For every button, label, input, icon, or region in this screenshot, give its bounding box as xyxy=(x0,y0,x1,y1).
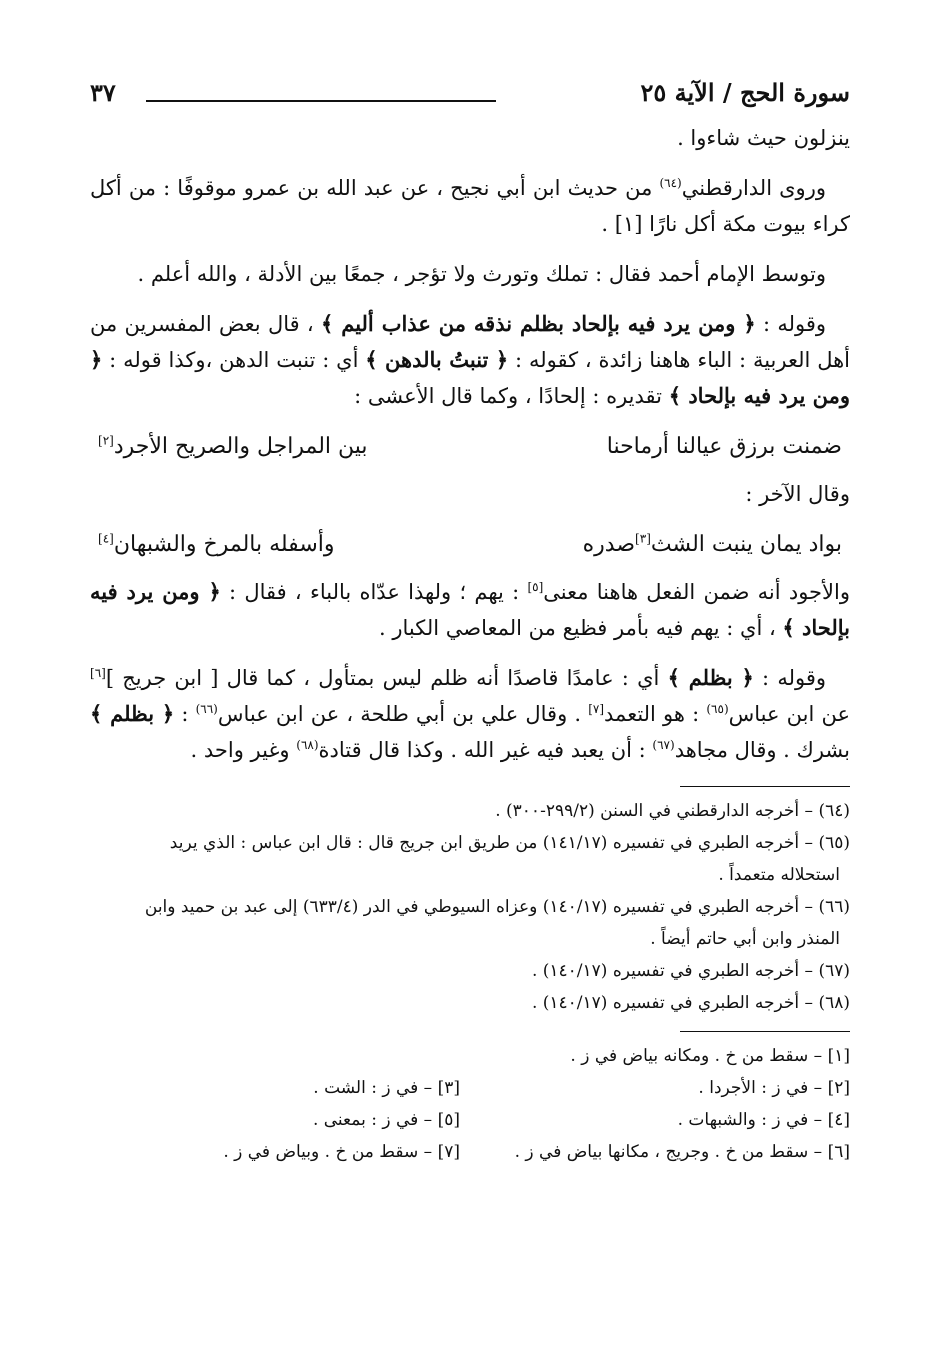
footnote-66-continued: المنذر وابن أبي حاتم أيضاً . xyxy=(650,929,840,949)
variant-note-7: [٧] – سقط من خ . وبياض في ز . xyxy=(223,1142,460,1162)
quran-quote: ﴿ ومن يرد فيه بإلحاد ﴾ xyxy=(90,347,850,408)
variant-note-2: [٢] – في ز : الأجردا . xyxy=(698,1078,850,1098)
footnote-ref-64[interactable]: (٦٤) xyxy=(659,176,682,190)
variant-note-3: [٣] – في ز : الشت . xyxy=(313,1078,460,1098)
notes-divider xyxy=(680,1031,850,1032)
variant-note-6: [٦] – سقط من خ . وجريج ، مكانها بياض في ز . xyxy=(514,1142,850,1162)
paragraph-2: وروى الدارقطني$^{(٦٤)}$ من حديث ابن أبي نجيح ، عن عبد الله بن عمرو موقوفًا : من أكل كراء بيوت مكة أكل نارًا [١] . xyxy=(90,176,850,236)
footnote-ref-68[interactable]: (٦٨) xyxy=(296,738,319,752)
quran-quote: ﴿ تنبتُ بالدهن ﴾ xyxy=(365,347,509,372)
note-ref-6[interactable]: [٦] xyxy=(90,666,106,680)
verse-hemistich-left: بين المراجل والصريح الأجرد[٢] xyxy=(98,433,368,459)
variant-note-4: [٤] – في ز : والشبهات . xyxy=(677,1110,850,1130)
poetry-verse-2 xyxy=(90,526,850,564)
verse-hemistich-right: ضمنت برزق عيالنا أرماحنا xyxy=(606,434,842,459)
note-ref-2[interactable]: [٢] xyxy=(98,433,114,448)
footnote-ref-67[interactable]: (٦٧) xyxy=(652,738,675,752)
note-ref-3[interactable]: [٣] xyxy=(635,531,651,546)
paragraph-6: والأجود أنه ضمن الفعل هاهنا معنى[٥] : يهم ؛ ولهذا عدّاه بالباء ، فقال : ﴿ ومن يرد فيه بإلحاد ﴾ ، أي : يهم فيه بأمر فظيع من المعاصي الكبار . xyxy=(90,579,850,640)
paragraph-5: وقال الآخر : xyxy=(745,482,850,506)
header-rule xyxy=(146,100,496,102)
page-number: ٣٧ xyxy=(90,78,116,107)
footnote-67: (٦٧) – أخرجه الطبري في تفسيره (١٤٠/١٧) . xyxy=(531,961,850,981)
footnote-66: (٦٦) – أخرجه الطبري في تفسيره (١٤٠/١٧) وعزاه السيوطي في الدر (٦٣٣/٤) إلى عبد بن حميد وابن xyxy=(144,897,850,917)
variant-notes xyxy=(90,1042,850,1166)
footnote-ref-66[interactable]: (٦٦) xyxy=(195,702,218,716)
variant-note-5: [٥] – في ز : بمعنى . xyxy=(312,1110,460,1130)
footnote-divider xyxy=(680,786,850,787)
quran-quote: ﴿ بظلم ﴾ xyxy=(90,701,175,726)
note-ref-1[interactable]: [١] xyxy=(614,212,643,236)
note-ref-4[interactable]: [٤] xyxy=(98,531,114,546)
book-page xyxy=(90,70,850,1166)
note-ref-7[interactable]: [٧] xyxy=(588,702,605,716)
footnote-64: (٦٤) – أخرجه الدارقطني في السنن (٢٩٩/٢-٣٠٠) . xyxy=(495,801,850,821)
paragraph-1: ينزلون حيث شاءوا . xyxy=(677,126,850,150)
variant-note-1: [١] – سقط من خ . ومكانه بياض في ز . xyxy=(570,1046,850,1066)
verse-hemistich-left: وأسفله بالمرخ والشبهان[٤] xyxy=(98,531,335,557)
note-ref-5[interactable]: [٥] xyxy=(527,580,544,594)
paragraph-4: وقوله : ﴿ ومن يرد فيه بإلحاد بظلم نذقه من عذاب أليم ﴾ ، قال بعض المفسرين من أهل العربية : الباء هاهنا زائدة ، كقوله : ﴿ تنبتُ بالدهن ﴾ أي : تنبت الدهن ،وكذا قوله : ﴿ ومن يرد فيه بإلحاد ﴾ تقديره : إلحادًا ، وكما قال الأعشى : xyxy=(90,311,851,408)
paragraph-7: وقوله : ﴿ بظلم ﴾ أي : عامدًا قاصدًا أنه ظلم ليس بمتأول ، كما قال [ ابن جريج ][٦] عن ابن عباس$^{(٦٥)}$ : هو التعمد[٧] . وقال علي بن أبي طلحة ، عن ابن عباس$^{(٦٦)}$ : ﴿ بظلم ﴾ بشرك . وقال مجاهد$^{(٦٧)}$ : أن يعبد فيه غير الله . وكذا قال قتادة$^{(٦٨)}$ وغير واحد . xyxy=(90,665,851,762)
footnote-65: (٦٥) – أخرجه الطبري في تفسيره (١٤١/١٧) من طريق ابن جريج قال : قال ابن عباس : الذي يريد xyxy=(169,833,850,853)
verse-hemistich-right: بواد يمان ينبت الشث[٣]صدره xyxy=(582,531,842,557)
quran-quote: ﴿ بظلم ﴾ xyxy=(667,665,754,690)
paragraph-3: وتوسط الإمام أحمد فقال : تملك وتورث ولا تؤجر ، جمعًا بين الأدلة ، والله أعلم . xyxy=(137,262,826,286)
footnote-68: (٦٨) – أخرجه الطبري في تفسيره (١٤٠/١٧) . xyxy=(531,993,850,1013)
footnote-ref-65[interactable]: (٦٥) xyxy=(706,702,729,716)
page-header xyxy=(90,70,850,120)
footnotes xyxy=(90,797,850,1017)
quran-quote: ﴿ ومن يرد فيه بإلحاد ﴾ xyxy=(90,579,850,640)
running-title: سورة الحج / الآية ٢٥ xyxy=(640,78,850,107)
poetry-verse-1 xyxy=(90,428,850,466)
quran-quote: ﴿ ومن يرد فيه بإلحاد بظلم نذقه من عذاب أليم ﴾ xyxy=(321,311,756,336)
footnote-65-continued: استحلاله متعمداً . xyxy=(718,865,840,885)
